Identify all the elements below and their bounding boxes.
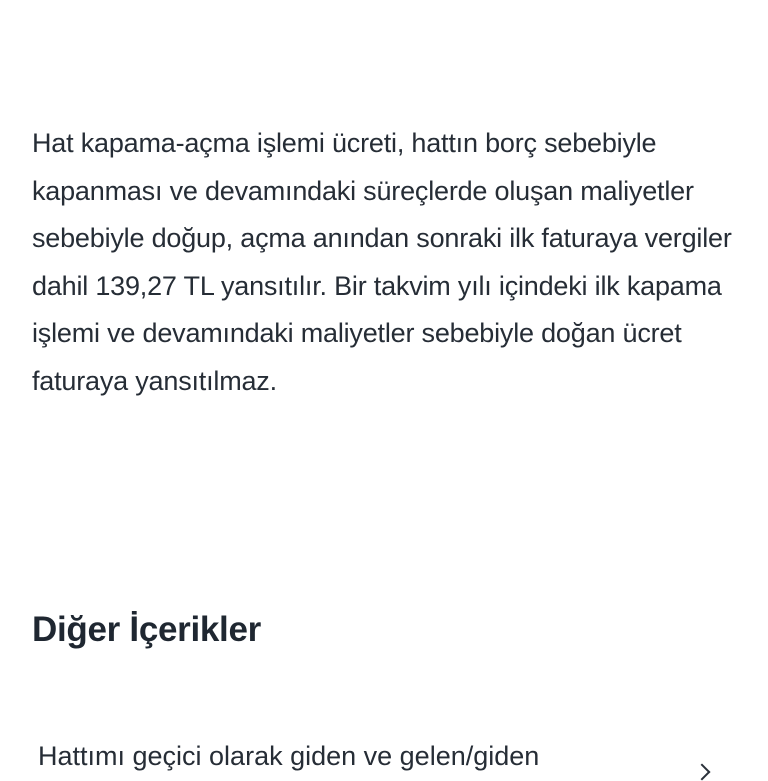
other-contents-item[interactable] [38,740,748,780]
chevron-right-icon [694,764,711,781]
other-contents-item-label: Hattımı geçici olarak giden ve gelen/giden [38,741,540,771]
other-contents-title: Diğer İçerikler [32,610,261,649]
fee-description-paragraph: Hat kapama-açma işlemi ücreti, hattın borç sebebiyle kapanması ve devamındaki süreçlerde oluşan maliyetler sebebiyle doğup, açma anından sonraki ilk faturaya vergiler dahil 139,27 TL yansıtılır. Bir takvim yılı içindeki ilk kapama işlemi ve devamındaki maliyetler sebebiyle doğan ücret faturaya yansıtılmaz. [32,128,732,396]
